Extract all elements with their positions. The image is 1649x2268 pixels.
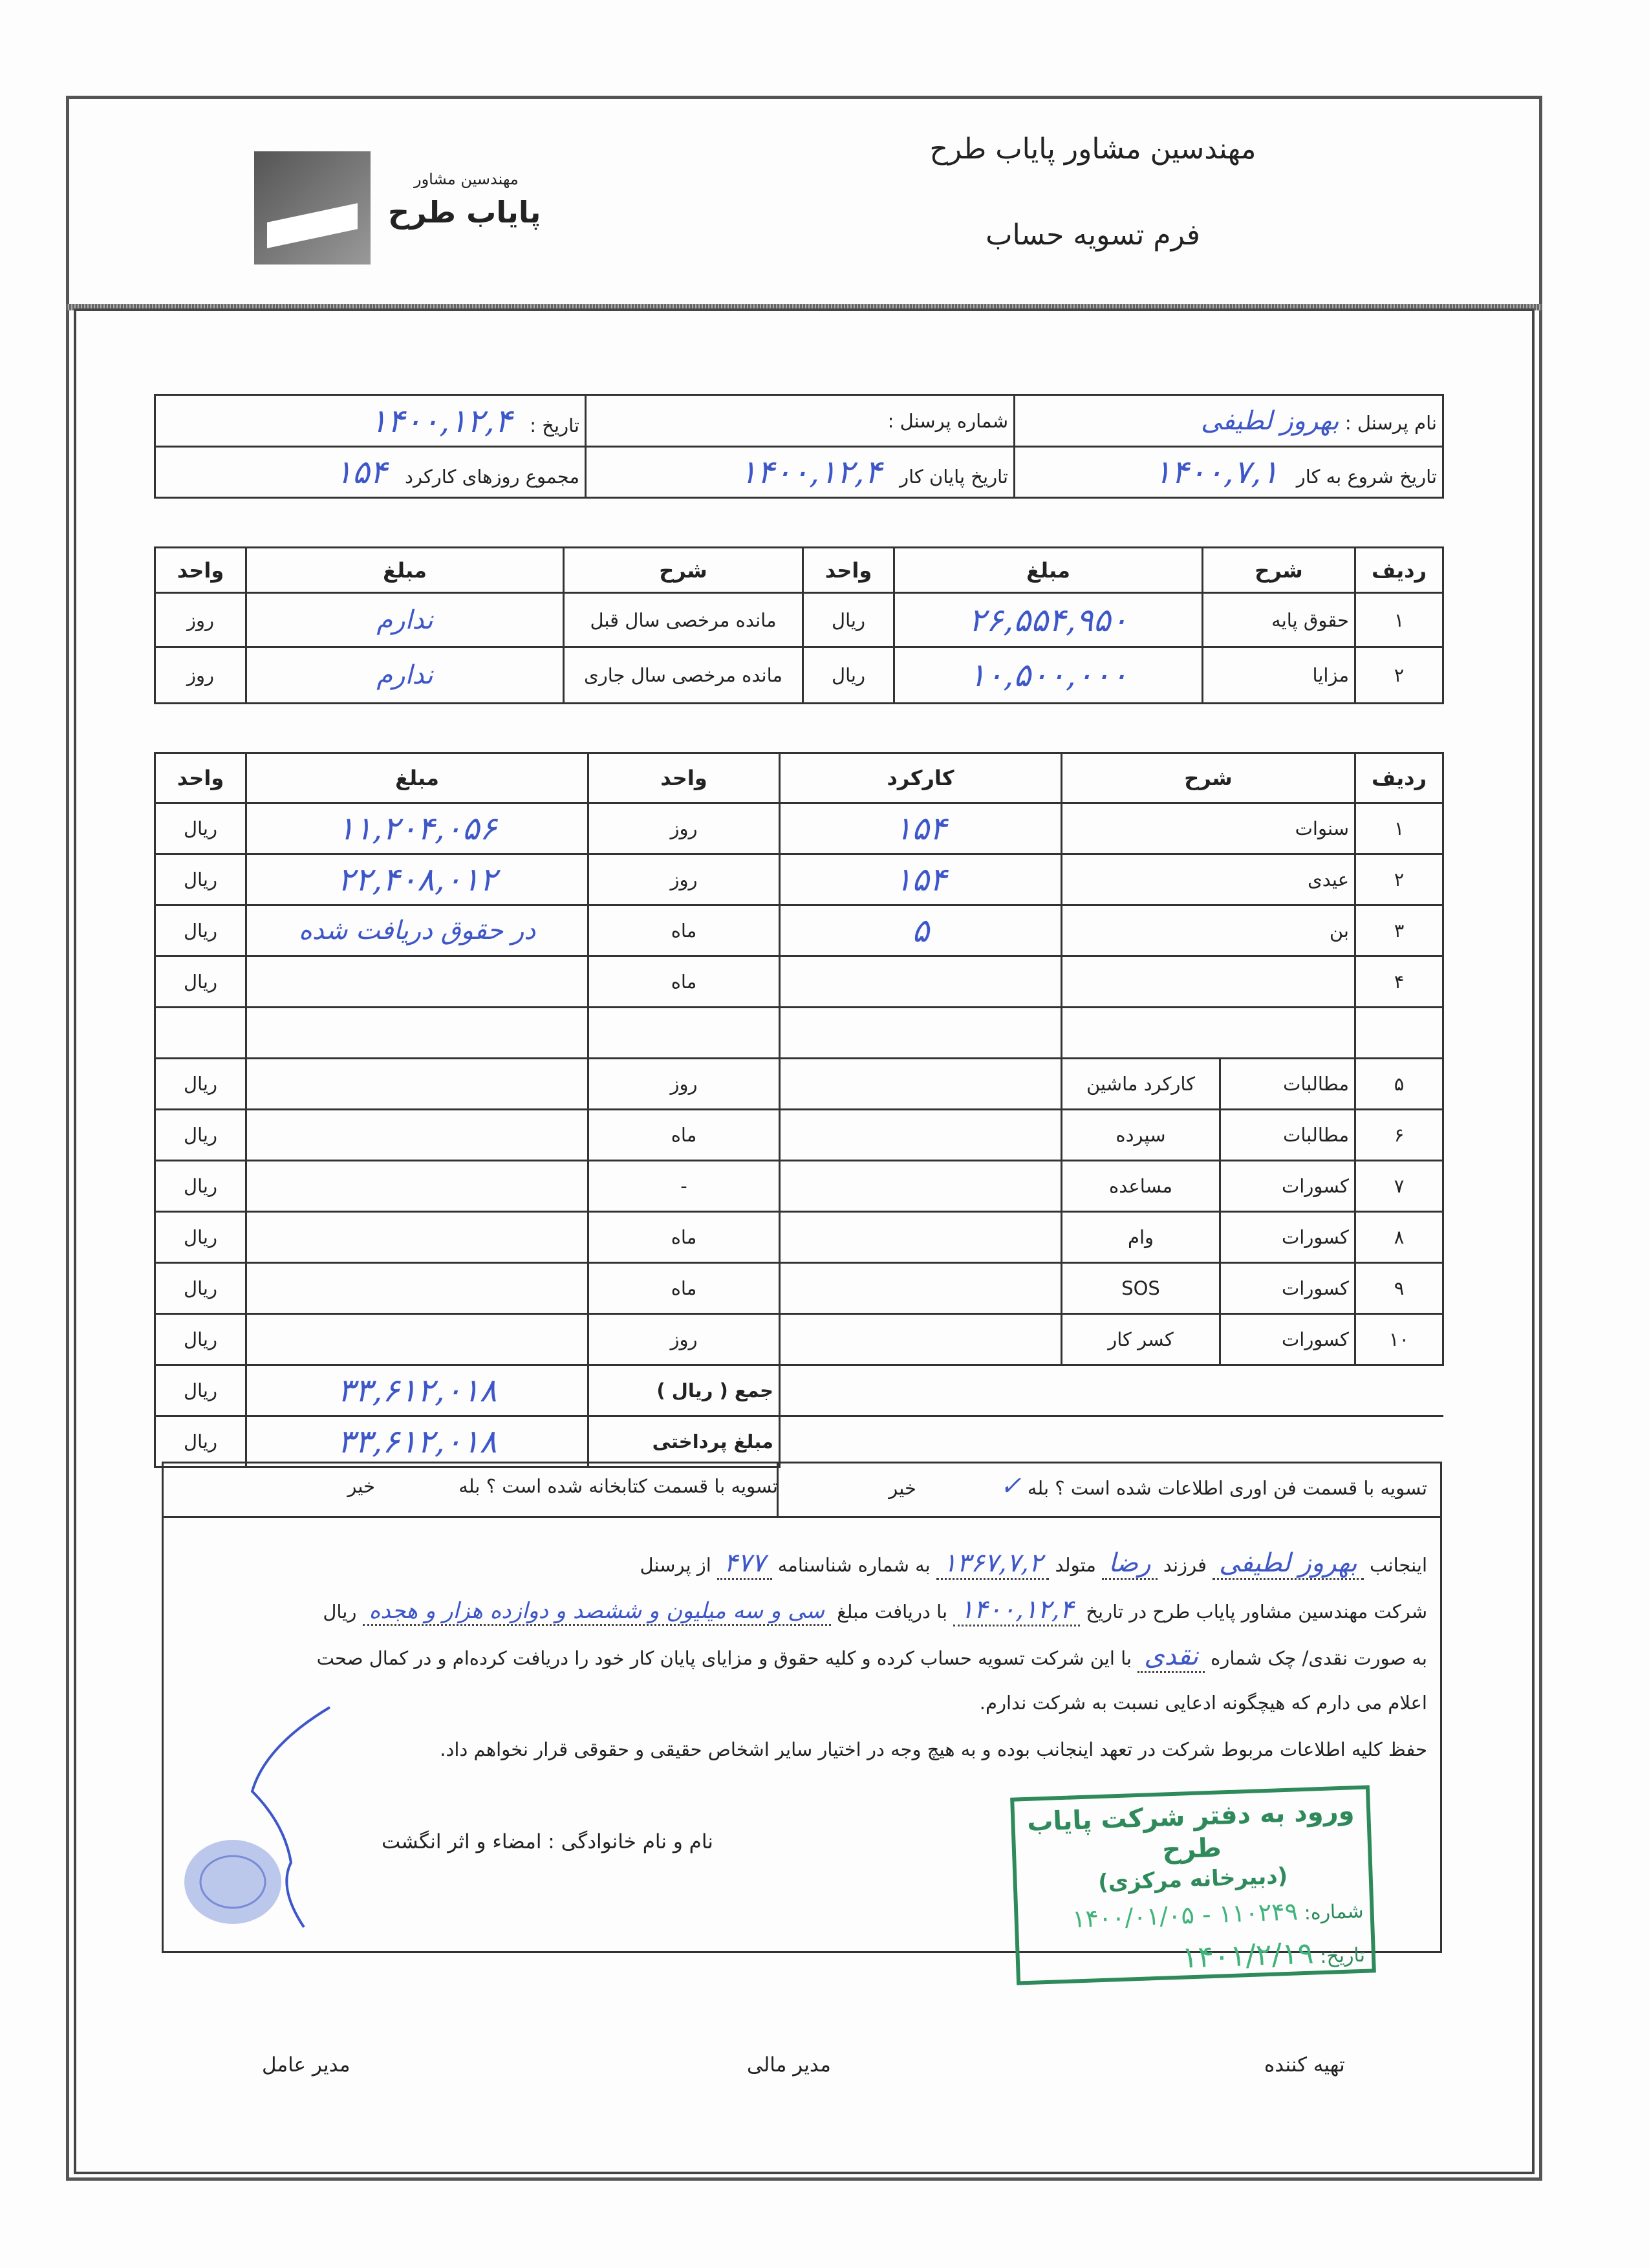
table-row [155, 647, 1443, 704]
row-category: مطالبات [1220, 1059, 1355, 1110]
row-desc: بن [1062, 905, 1355, 956]
row-unit: ماه [588, 905, 780, 956]
total-row [155, 1365, 1443, 1416]
row-unit2: ریال [155, 854, 246, 905]
row-desc [1062, 1008, 1355, 1059]
amount-in-words: سی و سه میلیون و ششصد و دوازده هزار و هجده [363, 1598, 831, 1626]
row-number: ۲ [1355, 854, 1443, 905]
text: به شماره شناسنامه [777, 1554, 931, 1576]
registration-stamp [1010, 1785, 1376, 1985]
text: اینجانب [1370, 1554, 1427, 1576]
personnel-info-table [154, 394, 1444, 499]
it-question: تسویه با قسمت فن اوری اطلاعات شده است ؟ [1055, 1477, 1427, 1499]
row-work-days [780, 1110, 1062, 1161]
it-no-option[interactable]: خیر [889, 1477, 916, 1499]
row-desc: مزایا [1203, 647, 1355, 704]
row-unit: ماه [588, 1110, 780, 1161]
it-yes-option[interactable]: بله [1027, 1477, 1050, 1499]
settlement-items-table [154, 752, 1444, 1468]
signature-label: نام و نام خانوادگی : امضاء و اثر انگشت [382, 1830, 713, 1853]
total-days-cell [155, 447, 586, 498]
row-work-days: ۵ [780, 905, 1062, 956]
table-row [155, 803, 1443, 854]
row-number: ۳ [1355, 905, 1443, 956]
col-header: کارکرد [780, 753, 1062, 803]
row-work-days [780, 1161, 1062, 1212]
table-row [155, 956, 1443, 1008]
row-desc: SOS [1062, 1263, 1220, 1314]
birth-date: ۱۳۶۷,۷,۲ [936, 1548, 1049, 1580]
logo-text-small: مهندسین مشاور [414, 170, 519, 188]
stamp-number: ۱۱۰۲۴۹ - ۱۴۰۰/۰۱/۰۵ [1072, 1897, 1299, 1934]
col-header: واحد [803, 548, 894, 593]
row-unit2: ریال [155, 956, 246, 1008]
row-desc [1062, 956, 1355, 1008]
salary-leave-table [154, 546, 1444, 704]
library-yes-option[interactable]: بله [458, 1475, 480, 1497]
row-number: ۱ [1355, 593, 1443, 647]
col-header: شرح [564, 548, 803, 593]
col-header: ردیف [1355, 753, 1443, 803]
col-header: مبلغ [894, 548, 1203, 593]
row-category: مطالبات [1220, 1110, 1355, 1161]
col-header: واحد [588, 753, 780, 803]
text: از پرسنل [640, 1554, 711, 1576]
col-header: ردیف [1355, 548, 1443, 593]
row-work-days: ۱۵۴ [780, 854, 1062, 905]
row-unit2: ریال [155, 1263, 246, 1314]
text: فرزند [1163, 1554, 1207, 1576]
col-header: مبلغ [246, 548, 564, 593]
name-cell [1015, 395, 1443, 447]
row-number: ۶ [1355, 1110, 1443, 1161]
start-date-value: ۱۴۰۰,۷,۱ [1154, 453, 1279, 491]
row-unit: ماه [588, 1212, 780, 1263]
row-amount [246, 1314, 588, 1365]
table-row [155, 1110, 1443, 1161]
end-date-cell [586, 447, 1015, 498]
payment-row-unit: ریال [155, 1416, 246, 1467]
end-date-label: تاریخ پایان کار [900, 466, 1008, 488]
row-unit: روز [588, 803, 780, 854]
row-amount2: ندارم [246, 593, 564, 647]
row-work-days [780, 1059, 1062, 1110]
stamp-title: ورود به دفتر شرکت پایاب طرح [1026, 1796, 1355, 1865]
row-unit2: روز [155, 593, 246, 647]
row-number: ۹ [1355, 1263, 1443, 1314]
library-question: تسویه با قسمت کتابخانه شده است ؟ [486, 1475, 778, 1497]
company-logo [254, 151, 371, 265]
row-work-days [780, 956, 1062, 1008]
declaration-line-2 [177, 1590, 1427, 1629]
row-unit2: ریال [155, 1059, 246, 1110]
col-header: شرح [1203, 548, 1355, 593]
father-name: رضا [1102, 1548, 1157, 1580]
table-row [155, 1059, 1443, 1110]
company-title: مهندسین مشاور پایاب طرح [929, 133, 1256, 166]
stamp-date: ۱۴۰۱/۲/۱۹ [1181, 1935, 1315, 1975]
text: به صورت نقدی/ چک شماره [1211, 1647, 1427, 1669]
text: شرکت مهندسین مشاور پایاب طرح در تاریخ [1086, 1601, 1427, 1623]
row-desc: حقوق پایه [1203, 593, 1355, 647]
row-unit: ریال [803, 593, 894, 647]
row-amount [246, 1263, 588, 1314]
total-row-value: ۳۳,۶۱۲,۰۱۸ [246, 1365, 588, 1416]
settlement-date: ۱۴۰۰,۱۲,۴ [953, 1595, 1080, 1626]
check-mark-icon: ✓ [1000, 1471, 1022, 1501]
payment-row-value: ۳۳,۶۱۲,۰۱۸ [246, 1416, 588, 1467]
col-header: مبلغ [246, 753, 588, 803]
row-desc: وام [1062, 1212, 1220, 1263]
logo-text-big: پایاب طرح [388, 195, 541, 230]
text: با این شرکت تسویه حساب کرده و کلیه حقوق و مزایای پایان کار خود را دریافت کرده‌ام و در کمال صحت [316, 1647, 1132, 1669]
row-number: ۷ [1355, 1161, 1443, 1212]
employee-name: بهروز لطیفی [1212, 1548, 1364, 1580]
total-days-value: ۱۵۴ [334, 453, 387, 491]
row-number: ۲ [1355, 647, 1443, 704]
payment-row [155, 1416, 1443, 1467]
row-unit2 [155, 1008, 246, 1059]
stamp-date-label: تاریخ: [1319, 1943, 1366, 1969]
table-row [155, 905, 1443, 956]
id-number: ۴۷۷ [717, 1548, 771, 1580]
table-row [155, 593, 1443, 647]
row-amount [246, 1161, 588, 1212]
declaration-line-1 [177, 1544, 1427, 1582]
end-date-value: ۱۴۰۰,۱۲,۴ [739, 453, 882, 491]
row-amount: ۲۶,۵۵۴,۹۵۰ [894, 593, 1203, 647]
row-work-days [780, 1263, 1062, 1314]
preparer-label: تهیه کننده [1264, 2053, 1345, 2077]
row-desc: کارکرد ماشین [1062, 1059, 1220, 1110]
blank-cell [780, 1416, 1443, 1467]
finance-manager-label: مدیر مالی [747, 2053, 831, 2077]
row-unit [588, 1008, 780, 1059]
row-number [1355, 1008, 1443, 1059]
it-settlement [777, 1463, 1440, 1516]
payment-method: نقدی [1137, 1641, 1205, 1673]
row-number: ۴ [1355, 956, 1443, 1008]
row-unit2: روز [155, 647, 246, 704]
row-number: ۱ [1355, 803, 1443, 854]
row-amount2: ندارم [246, 647, 564, 704]
total-row-unit: ریال [155, 1365, 246, 1416]
date-value: ۱۴۰۰,۱۲,۴ [369, 402, 512, 440]
row-unit: روز [588, 1059, 780, 1110]
col-header: واحد [155, 548, 246, 593]
row-amount [246, 1110, 588, 1161]
personnel-number-cell [586, 395, 1015, 447]
start-date-label: تاریخ شروع به کار [1296, 466, 1437, 488]
row-number: ۸ [1355, 1212, 1443, 1263]
start-date-cell [1015, 447, 1443, 498]
date-cell [155, 395, 586, 447]
table-row [155, 1161, 1443, 1212]
table-row [155, 1008, 1443, 1059]
settlement-checks [162, 1462, 1442, 1516]
row-amount [246, 1212, 588, 1263]
stamp-subtitle: (دبیرخانه مرکزی) [1097, 1863, 1288, 1896]
stamp-number-label: شماره: [1304, 1899, 1364, 1925]
ceo-label: مدیر عامل [262, 2053, 350, 2077]
blank-cell [780, 1365, 1443, 1416]
row-amount: ۱۰,۵۰۰,۰۰۰ [894, 647, 1203, 704]
row-amount: ۱۱,۲۰۴,۰۵۶ [246, 803, 588, 854]
name-label: نام پرسنل : [1344, 411, 1437, 434]
row-unit: ماه [588, 1263, 780, 1314]
row-category: کسورات [1220, 1161, 1355, 1212]
row-desc: مساعده [1062, 1161, 1220, 1212]
total-days-label: مجموع روزهای کارکرد [405, 466, 579, 488]
row-work-days [780, 1008, 1062, 1059]
row-number: ۱۰ [1355, 1314, 1443, 1365]
date-label: تاریخ : [530, 414, 579, 437]
row-unit: ریال [803, 647, 894, 704]
row-amount: ۲۲,۴۰۸,۰۱۲ [246, 854, 588, 905]
row-desc: عیدی [1062, 854, 1355, 905]
row-unit: روز [588, 854, 780, 905]
form-title: فرم تسویه حساب [986, 219, 1200, 252]
row-unit2: ریال [155, 803, 246, 854]
row-desc2: مانده مرخصی سال قبل [564, 593, 803, 647]
signature-and-fingerprint [175, 1694, 382, 1940]
row-unit2: ریال [155, 1161, 246, 1212]
row-unit: روز [588, 1314, 780, 1365]
row-desc2: مانده مرخصی سال جاری [564, 647, 803, 704]
payment-row-label: مبلغ پرداختی [588, 1416, 780, 1467]
row-category: کسورات [1220, 1314, 1355, 1365]
row-unit2: ریال [155, 1212, 246, 1263]
row-unit2: ریال [155, 905, 246, 956]
row-amount: در حقوق دریافت شده [246, 905, 588, 956]
row-category: کسورات [1220, 1263, 1355, 1314]
row-unit: ماه [588, 956, 780, 1008]
text: با دریافت مبلغ [837, 1601, 948, 1623]
row-desc: سپرده [1062, 1110, 1220, 1161]
row-amount [246, 1059, 588, 1110]
library-settlement [164, 1463, 791, 1509]
personnel-number-label: شماره پرسنل : [887, 409, 1008, 432]
declaration-line-3 [177, 1637, 1427, 1676]
declaration-line-4: اعلام می دارم که هیچگونه ادعایی نسبت به شرکت ندارم. [979, 1692, 1427, 1714]
library-no-option[interactable]: خیر [347, 1475, 376, 1497]
row-number: ۵ [1355, 1059, 1443, 1110]
row-category: کسورات [1220, 1212, 1355, 1263]
table-row [155, 1314, 1443, 1365]
col-header: شرح [1062, 753, 1355, 803]
row-unit2: ریال [155, 1110, 246, 1161]
row-desc: سنوات [1062, 803, 1355, 854]
row-work-days [780, 1314, 1062, 1365]
text: متولد [1055, 1554, 1096, 1576]
name-value: بهروز لطیفی [1200, 405, 1339, 436]
row-work-days: ۱۵۴ [780, 803, 1062, 854]
row-work-days [780, 1212, 1062, 1263]
table-row [155, 1212, 1443, 1263]
row-desc: کسر کار [1062, 1314, 1220, 1365]
declaration-line-5: حفظ کلیه اطلاعات مربوط شرکت در تعهد اینجانب بوده و به هیچ وجه در اختیار سایر اشخاص حقیقی و حقوقی قرار نخواهم داد. [440, 1738, 1427, 1760]
total-row-label: جمع ( ریال ) [588, 1365, 780, 1416]
text: ریال [323, 1601, 357, 1623]
row-amount [246, 1008, 588, 1059]
col-header: واحد [155, 753, 246, 803]
table-row [155, 854, 1443, 905]
row-unit: - [588, 1161, 780, 1212]
row-unit2: ریال [155, 1314, 246, 1365]
table-row [155, 1263, 1443, 1314]
row-amount [246, 956, 588, 1008]
